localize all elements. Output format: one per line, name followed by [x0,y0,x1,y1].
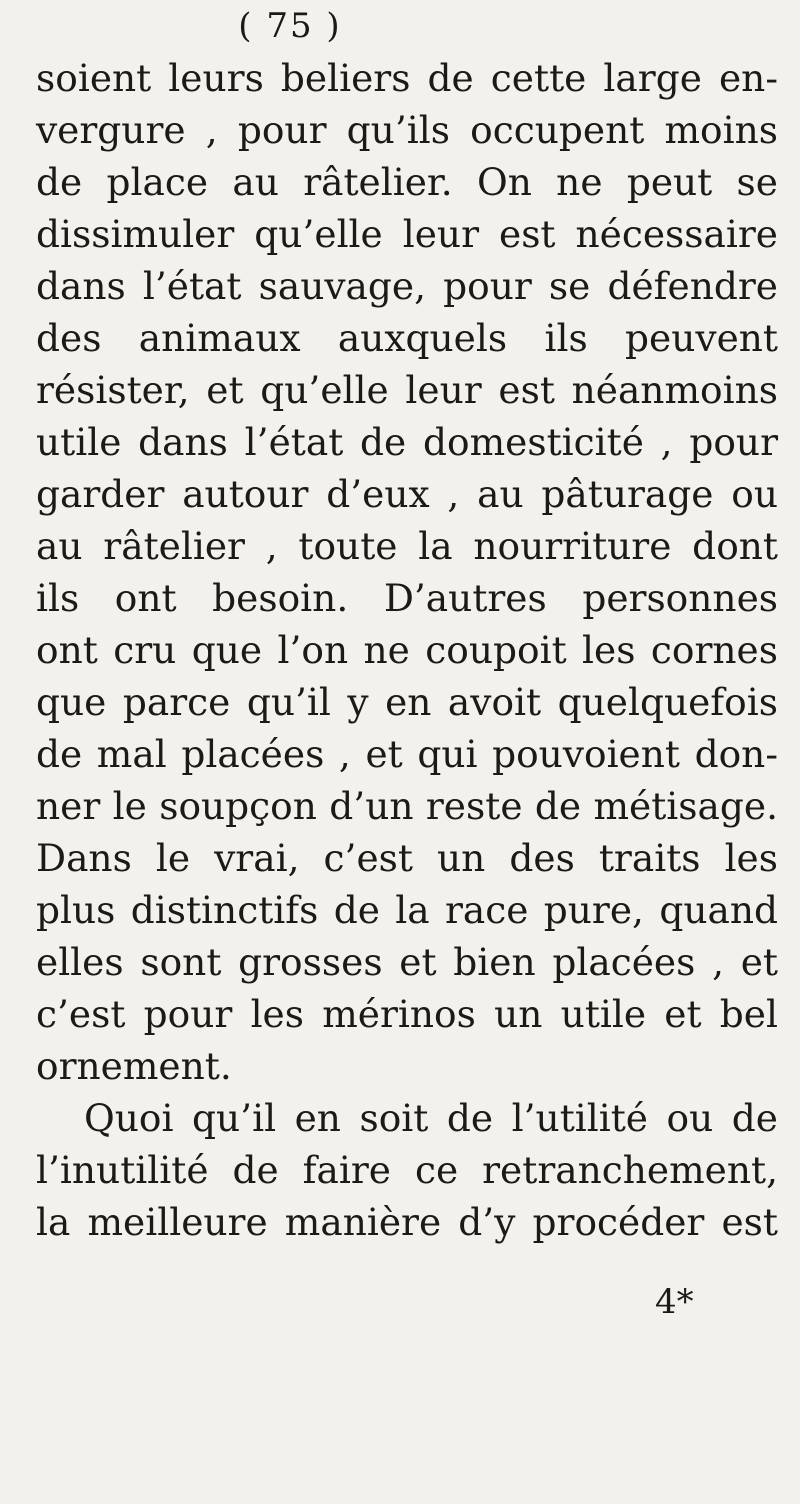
text-line: résister, et qu’elle leur est néanmoins [36,368,778,412]
text-line: Dans le vrai, c’est un des traits les [36,836,778,880]
text-line: plus distinctifs de la race pure, quand [36,888,778,932]
text-line: soient leurs beliers de cette large en- [36,56,778,100]
text-line: ner le soupçon d’un reste de métisage. [36,784,778,828]
text-line: des animaux auxquels ils peuvent [36,316,778,360]
body-text [36,52,778,1248]
text-line: la meilleure manière d’y procéder est [36,1200,778,1244]
page-number: ( 75 ) [238,6,342,46]
text-line: c’est pour les mérinos un utile et bel [36,992,778,1036]
text-line: vergure , pour qu’ils occupent moins [36,108,778,152]
text-line: de place au râtelier. On ne peut se [36,160,778,204]
text-line: ornement. [36,1044,232,1088]
text-line: utile dans l’état de domesticité , pour [36,420,778,464]
text-line: ont cru que l’on ne coupoit les cornes [36,628,778,672]
signature-mark: 4* [655,1282,694,1322]
text-line: de mal placées , et qui pouvoient don- [36,732,778,776]
text-line: dans l’état sauvage, pour se défendre [36,264,778,308]
text-line: garder autour d’eux , au pâturage ou [36,472,778,516]
text-line: au râtelier , toute la nourriture dont [36,524,778,568]
text-line: dissimuler qu’elle leur est nécessaire [36,212,778,256]
text-line: elles sont grosses et bien placées , et [36,940,778,984]
text-line: ils ont besoin. D’autres personnes [36,576,778,620]
text-line: que parce qu’il y en avoit quelquefois [36,680,778,724]
text-line: Quoi qu’il en soit de l’utilité ou de [84,1096,778,1140]
text-line: l’inutilité de faire ce retranchement, [36,1148,778,1192]
